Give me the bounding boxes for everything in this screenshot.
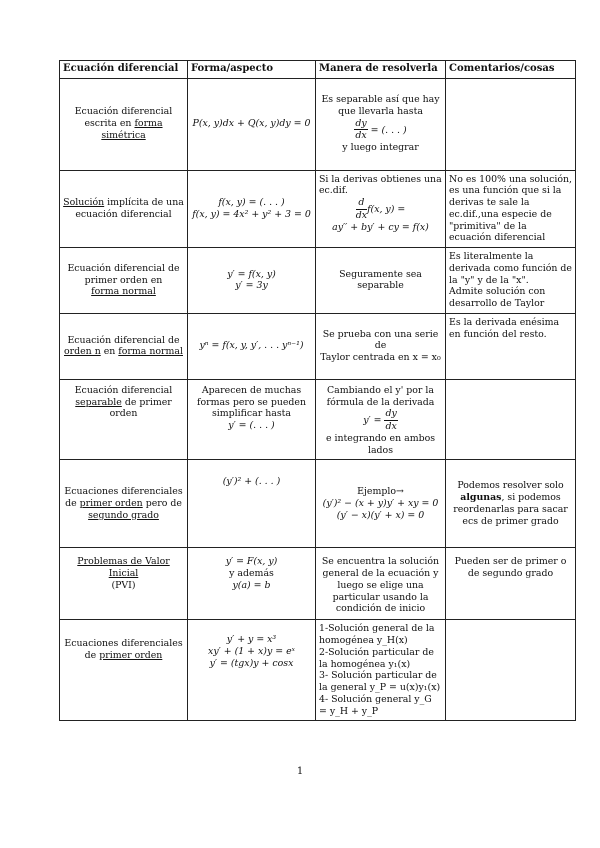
cell-form <box>188 170 316 248</box>
cell-form <box>188 620 316 721</box>
formula: y′ = F(x, y) <box>225 556 278 568</box>
page-number: 1 <box>296 766 304 777</box>
formula: y′ = (. . . ) <box>228 420 275 431</box>
fraction-numerator: dy <box>385 408 397 420</box>
cell-form <box>188 548 316 620</box>
text-line: Ejemplo→ <box>357 486 404 498</box>
text-line: implícita de una <box>107 197 184 208</box>
cell-comment <box>446 248 576 314</box>
underlined-term: forma normal <box>118 346 183 358</box>
underlined-term: primer orden <box>99 650 163 661</box>
table-row <box>60 548 576 620</box>
table-row <box>60 78 576 170</box>
text-line: formas pero se pueden <box>196 396 307 408</box>
text-line: de <box>65 497 77 509</box>
cell-form <box>188 248 316 314</box>
table-row <box>60 170 576 248</box>
bold-term: algunas <box>460 492 502 503</box>
text-line: fórmula de la derivada <box>326 396 435 408</box>
cell-comment <box>446 379 576 460</box>
header-comentarios: Comentarios/cosas <box>446 61 576 79</box>
cell-comment <box>446 460 576 548</box>
text-line: Es separable así que hay <box>321 94 440 106</box>
cell-method <box>316 170 446 248</box>
formula: y′ = 3y <box>235 280 268 292</box>
cell-equation-type <box>60 620 188 721</box>
formula: yⁿ = f(x, y, y′, . . . yⁿ⁻¹) <box>199 340 304 352</box>
table-header-row <box>60 61 576 79</box>
text-line: 4- Solución general y_G = y_H + y_P <box>319 693 432 717</box>
text-line: escrita en <box>84 118 132 130</box>
comment-text: No es 100% una solución, es una función que si la derivas te sale la ec.dif.,una especie de "primitiva" de la ecuación diferencial <box>449 173 572 244</box>
text-line: ecuación diferencial <box>75 208 172 220</box>
comment-text: Es la derivada enésima en función del resto. <box>449 316 560 340</box>
comment-text: Es literalmente la derivada como función de la "y" y de la "x". <box>449 251 572 286</box>
text-line: (PVI) <box>111 579 136 591</box>
text-line: pero de <box>145 497 182 509</box>
text-line: Ecuaciones diferenciales <box>64 638 183 650</box>
text-line: Cambiando el y' por la <box>327 384 434 396</box>
formula: = (. . . ) <box>370 124 407 136</box>
underlined-term: orden n <box>64 346 101 358</box>
cell-comment <box>446 170 576 248</box>
text-line: de primer orden <box>109 396 172 420</box>
text-line: que llevarla hasta <box>338 105 423 117</box>
comment-text: , si podemos reordenarlas para sacar ecs de primer grado <box>453 492 568 527</box>
underlined-term: Solución <box>63 197 105 208</box>
formula: y′ + y = x³ <box>226 634 277 646</box>
fraction-denominator: dx <box>385 421 397 432</box>
fraction <box>356 197 367 222</box>
fraction-numerator: dy <box>355 117 367 129</box>
formula: P(x, y)dx + Q(x, y)dy = 0 <box>192 118 311 130</box>
cell-equation-type <box>60 78 188 170</box>
cell-method <box>316 78 446 170</box>
underlined-term: segundo grado <box>88 509 159 521</box>
cell-method <box>316 460 446 548</box>
fraction <box>354 118 367 143</box>
text-line: 1-Solución general de la homogénea y_H(x) <box>319 623 435 646</box>
formula: (y′)² + (. . . ) <box>222 476 281 488</box>
text-line: Ecuación diferencial <box>74 106 173 118</box>
text-line: Taylor centrada en x = x₀ <box>320 352 441 364</box>
text-line: ec.dif. <box>319 185 348 197</box>
text-line: e integrando en ambos <box>325 432 436 444</box>
header-manera: Manera de resolverla <box>316 61 446 79</box>
text-line: 3- Solución particular de la general y_P = u(x)y₁(x) <box>319 670 441 693</box>
cell-equation-type <box>60 548 188 620</box>
underlined-term: separable <box>75 396 122 408</box>
cell-equation-type <box>60 460 188 548</box>
formula: ay′′ + by′ + cy = f(x) <box>332 221 429 233</box>
comment-text: Podemos resolver solo <box>457 480 564 492</box>
cell-method <box>316 548 446 620</box>
cell-form <box>188 313 316 379</box>
text-line: Ecuación diferencial de <box>67 334 180 346</box>
comment-text: Admite solución con desarrollo de Taylor <box>449 286 546 309</box>
text-line: y luego integrar <box>342 142 419 154</box>
formula: xy′ + (1 + x)y = eˣ <box>208 646 295 657</box>
text-line: primer orden en <box>84 274 163 286</box>
text-line: y además <box>229 568 274 579</box>
cell-equation-type <box>60 379 188 460</box>
underlined-term: forma normal <box>91 286 156 298</box>
cell-form <box>188 379 316 460</box>
table-row <box>60 620 576 721</box>
formula: f(x, y) = 4x² + y² + 3 = 0 <box>192 208 311 220</box>
underlined-term: forma simétrica <box>101 118 163 141</box>
comment-text: Pueden ser de primer o de segundo grado <box>454 556 567 579</box>
formula: y′ = f(x, y) <box>227 268 276 280</box>
text-line: 2-Solución particular de la homogénea y₁(x) <box>319 646 434 670</box>
cell-method <box>316 379 446 460</box>
cell-comment <box>446 78 576 170</box>
header-ecuacion: Ecuación diferencial <box>60 61 188 79</box>
fraction-numerator: d <box>356 197 367 210</box>
formula: (y′ − x)(y′ + x) = 0 <box>336 509 425 521</box>
cell-comment <box>446 548 576 620</box>
cell-form <box>188 460 316 548</box>
table-row <box>60 460 576 548</box>
underlined-term: Problemas de Valor Inicial <box>77 556 170 579</box>
text-line: Ecuación diferencial de <box>67 262 180 274</box>
text-line: Ecuaciones diferenciales <box>64 486 183 498</box>
fraction-denominator: dx <box>355 209 368 221</box>
formula: y(a) = b <box>232 579 271 591</box>
formula: y′ = (tgx)y + cosx <box>209 657 294 669</box>
text-line: Si la derivas obtienes una <box>319 173 442 185</box>
table-row <box>60 379 576 460</box>
cell-method <box>316 620 446 721</box>
cell-equation-type <box>60 170 188 248</box>
text-line: Se prueba con una serie de <box>322 328 439 352</box>
text-line: de <box>84 650 97 661</box>
text-line: Ecuación diferencial <box>74 384 173 396</box>
underlined-term: primer orden <box>79 497 143 509</box>
fraction-denominator: dx <box>355 130 367 142</box>
text-line: Aparecen de muchas <box>201 384 302 396</box>
cell-method <box>316 313 446 379</box>
ode-summary-table <box>59 60 576 721</box>
text-line: en <box>103 346 116 358</box>
cell-equation-type <box>60 248 188 314</box>
text-line: lados <box>367 444 394 456</box>
text-line: Seguramente sea separable <box>339 268 422 292</box>
table-row <box>60 248 576 314</box>
formula: (y′)² − (x + y)y′ + xy = 0 <box>322 497 439 509</box>
text-line: simplificar hasta <box>211 408 292 420</box>
fraction <box>384 408 397 433</box>
formula: f(x, y) = <box>367 203 406 215</box>
formula: y′ = <box>363 415 382 426</box>
text-line: Se encuentra la solución general de la ecuación y luego se elige una particular usando la condición de inicio <box>321 556 440 615</box>
cell-comment <box>446 313 576 379</box>
cell-comment <box>446 620 576 721</box>
cell-form <box>188 78 316 170</box>
table-row <box>60 313 576 379</box>
header-forma: Forma/aspecto <box>188 61 316 79</box>
formula: f(x, y) = (. . . ) <box>218 197 285 208</box>
cell-method <box>316 248 446 314</box>
cell-equation-type <box>60 313 188 379</box>
